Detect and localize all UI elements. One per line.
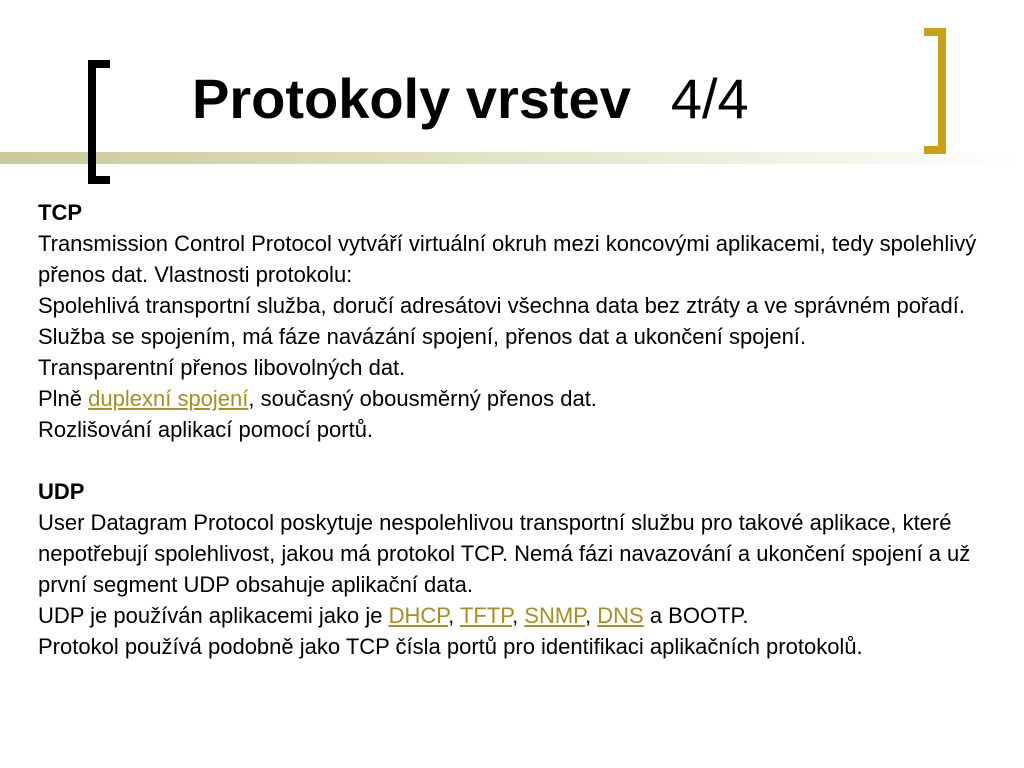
title-divider-bar bbox=[0, 152, 1024, 164]
tcp-paragraph-5 bbox=[38, 383, 988, 414]
tcp-paragraph-1: Transmission Control Protocol vytváří virtuální okruh mezi koncovými aplikacemi, tedy spolehlivý přenos dat. Vlastnosti protokolu: bbox=[38, 231, 977, 287]
slide-body bbox=[38, 197, 988, 662]
dhcp-link[interactable]: DHCP bbox=[388, 603, 449, 628]
udp-paragraph-1: User Datagram Protocol poskytuje nespolehlivou transportní službu pro takové aplikace, které nepotřebují spolehlivost, jakou má protokol TCP. Nemá fázi navazování a ukončení spojení a už první segment UDP obsahuje aplikační data. bbox=[38, 510, 971, 597]
section-gap bbox=[38, 445, 988, 476]
separator-2: , bbox=[512, 603, 525, 628]
tcp-paragraph-3: Služba se spojením, má fáze navázání spojení, přenos dat a ukončení spojení. bbox=[38, 324, 807, 349]
udp-p2-prefix: UDP je používán aplikacemi jako je bbox=[38, 603, 389, 628]
udp-paragraph-3: Protokol používá podobně jako TCP čísla portů pro identifikaci aplikačních protokolů. bbox=[38, 634, 863, 659]
udp-paragraph-2 bbox=[38, 600, 988, 631]
right-bracket-decoration bbox=[924, 28, 946, 154]
tcp-paragraph-2: Spolehlivá transportní služba, doručí adresátovi všechna data bez ztráty a ve správném pořadí. bbox=[38, 293, 965, 318]
dns-link[interactable]: DNS bbox=[597, 603, 644, 628]
snmp-link[interactable]: SNMP bbox=[524, 603, 586, 628]
udp-heading: UDP bbox=[38, 479, 85, 504]
duplex-link[interactable]: duplexní spojení bbox=[88, 386, 249, 411]
separator-3: , bbox=[585, 603, 598, 628]
tcp-p5-prefix: Plně bbox=[38, 386, 89, 411]
tcp-p5-suffix: , současný obousměrný přenos dat. bbox=[248, 386, 597, 411]
tcp-paragraph-4: Transparentní přenos libovolných dat. bbox=[38, 355, 406, 380]
left-bracket-decoration bbox=[88, 60, 110, 184]
slide-page-number: 4/4 bbox=[670, 67, 749, 130]
slide-title-text: Protokoly vrstev bbox=[192, 67, 631, 130]
tcp-heading: TCP bbox=[38, 200, 82, 225]
separator-1: , bbox=[448, 603, 460, 628]
tftp-link[interactable]: TFTP bbox=[459, 603, 513, 628]
udp-p2-suffix: a BOOTP. bbox=[643, 603, 749, 628]
slide-title bbox=[192, 66, 749, 132]
tcp-paragraph-6: Rozlišování aplikací pomocí portů. bbox=[38, 417, 374, 442]
